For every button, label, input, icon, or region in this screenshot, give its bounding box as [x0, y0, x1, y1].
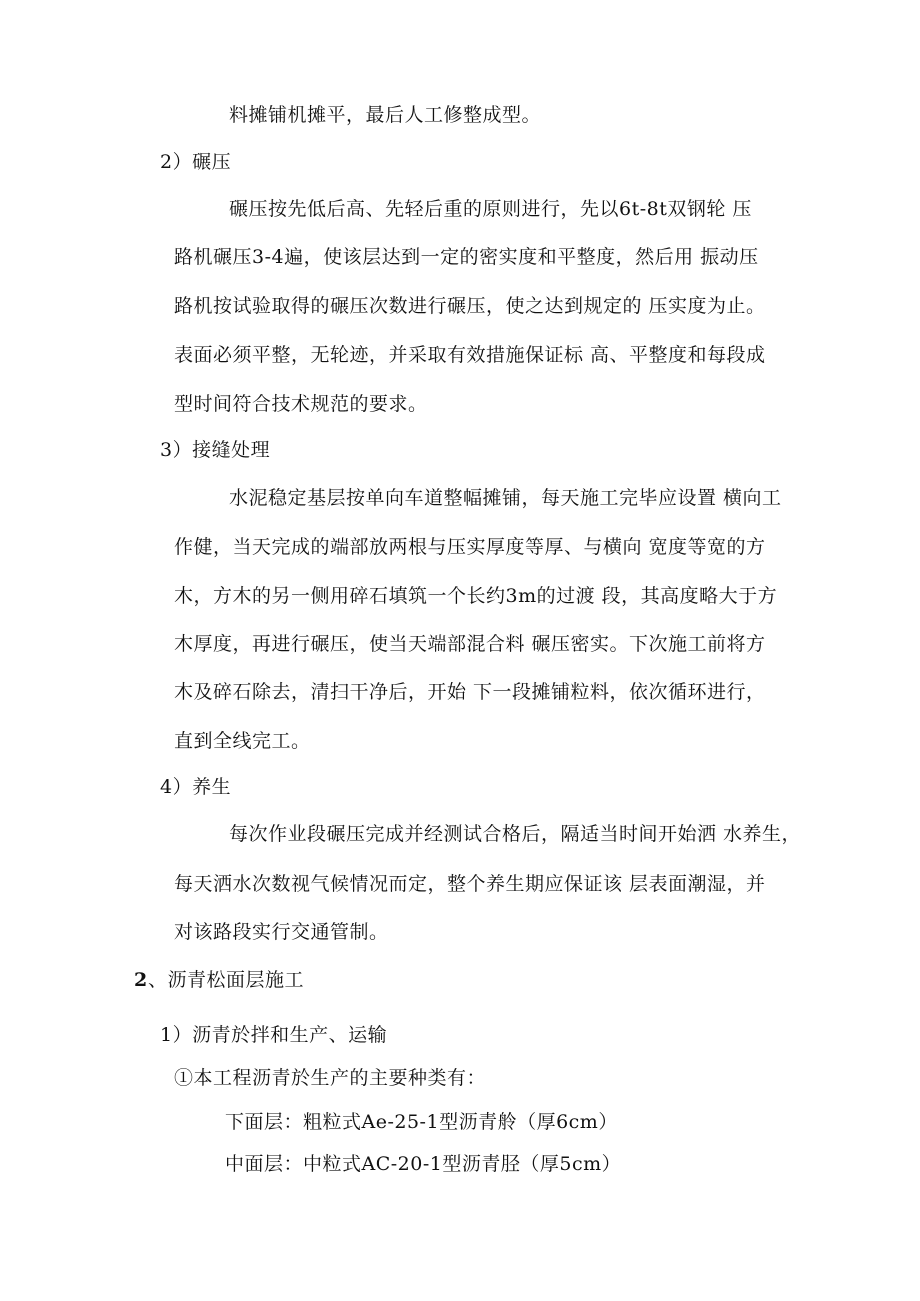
list-item: 中面层：中粒式AC-20-1型沥青胫（厚5cm） [225, 1153, 622, 1175]
paragraph-line: 路机碾压3-4遍，使该层达到一定的密实度和平整度，然后用 振动压 [174, 246, 759, 268]
paragraph-line: 木厚度，再进行碾压，使当天端部混合料 碾压密实。下次施工前将方 [174, 633, 766, 655]
section-number: 2 [134, 969, 148, 991]
section-heading-asphalt: 、沥青松面层施工 [148, 969, 305, 991]
subheading-joint-treatment: 3）接缝处理 [160, 439, 271, 461]
paragraph-line: 路机按试验取得的碾压次数进行碾压，使之达到规定的 压实度为止。 [174, 295, 766, 317]
paragraph-line: 水泥稳定基层按单向车道整幅摊铺，每天施工完毕应设置 横向工 [229, 487, 782, 509]
paragraph-line: 料摊铺机摊平，最后人工修整成型。 [229, 104, 542, 126]
list-item: ①本工程沥青於生产的主要种类有： [174, 1067, 487, 1089]
paragraph-line: 型时间符合技术规范的要求。 [174, 393, 428, 415]
paragraph-line: 对该路段实行交通管制。 [174, 921, 389, 943]
subheading-asphalt-production: 1）沥青於拌和生产、运输 [160, 1024, 388, 1046]
subheading-curing: 4）养生 [160, 776, 232, 798]
list-item: 下面层：粗粒式Ae-25-1型沥青舲（厚6cm） [225, 1111, 618, 1133]
paragraph-line: 作健，当天完成的端部放两根与压实厚度等厚、与横向 宽度等宽的方 [174, 536, 766, 558]
paragraph-line: 碾压按先低后高、先轻后重的原则进行，先以6t-8t双钢轮 压 [229, 198, 752, 220]
paragraph-line: 每次作业段碾压完成并经测试合格后，隔适当时间开始洒 水养生， [229, 823, 802, 845]
paragraph-line: 直到全线完工。 [174, 730, 311, 752]
paragraph-line: 每天洒水次数视气候情况而定，整个养生期应保证该 层表面潮湿，并 [174, 873, 766, 895]
paragraph-line: 表面必须平整，无轮迹，并采取有效措施保证标 高、平整度和每段成 [174, 344, 766, 366]
subheading-rolling: 2）碾压 [160, 151, 232, 173]
paragraph-line: 木及碎石除去，清扫干净后，开始 下一段摊铺粒料，依次循环进行， [174, 681, 766, 703]
paragraph-line: 木，方木的另一侧用碎石填筑一个长约3m的过渡 段，其高度略大于方 [174, 585, 778, 607]
